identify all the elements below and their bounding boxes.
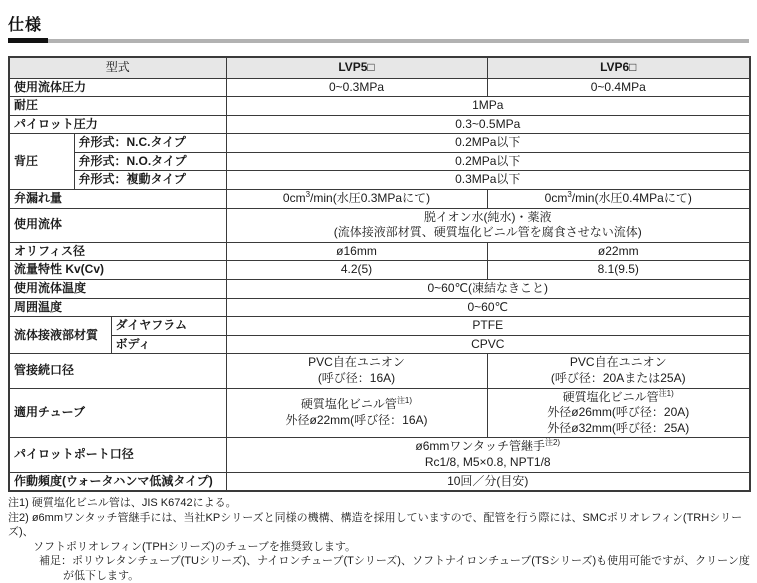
pipe-connection-lvp6-line1: PVC自在ユニオン [569,355,667,370]
page-title: 仕様 [8,17,43,34]
back-pressure-nc-value: 0.2MPa以下 [226,134,750,153]
footnotes [8,496,756,583]
operating-frequency-value: 10回／分(目安) [226,472,750,491]
ambient-temperature-label: 周囲温度 [9,298,226,317]
valve-leakage-lvp5-pre: 0cm [282,191,306,206]
row-operating-frequency [9,472,750,491]
valve-leakage-lvp6-sup: 3 [567,190,572,200]
orifice-lvp5: ø16mm [226,242,487,261]
proof-pressure-label: 耐圧 [9,97,226,116]
row-back-pressure-double [9,171,750,190]
row-pilot-pressure [9,115,750,134]
applicable-tube-lvp6 [487,388,750,438]
row-proof-pressure [9,97,750,116]
fluid-temperature-value: 0~60℃(凍結なきこと) [226,280,750,299]
row-wetted-material-body [9,335,750,354]
footnote-1: 注1) 硬質塩化ビニル管は、JIS K6742による。 [8,497,237,510]
valve-leakage-label: 弁漏れ量 [9,190,226,209]
applicable-tube-lvp6-line1 [492,390,746,406]
operating-fluid-line1: 脱イオン水(純水)・薬液 [423,209,552,224]
row-flow-characteristics [9,261,750,280]
applicable-tube-lvp6-line1-text: 硬質塩化ビニル管 [562,389,659,404]
orifice-label: オリフィス径 [9,242,226,261]
back-pressure-no-value: 0.2MPa以下 [226,152,750,171]
title-rule [8,38,749,44]
header-lvp6-cell: LVP6□ [487,57,750,78]
fluid-pressure-lvp6: 0~0.4MPa [487,78,750,97]
fluid-pressure-label: 使用流体圧力 [9,78,226,97]
title-rule-line [48,39,749,43]
wetted-material-diaphragm-sublabel: ダイヤフラム [111,317,226,336]
applicable-tube-lvp6-line2: 外径ø26mm(呼び径：20A) [547,405,690,420]
applicable-tube-lvp5 [226,388,487,438]
pilot-port-line1-text: ø6mmワンタッチ管継手 [415,439,545,454]
footnote-2-line2: ソフトポリオレフィン(TPHシリーズ)のチューブを推奨致します。 [33,540,357,553]
row-fluid-temperature [9,280,750,299]
valve-leakage-lvp6 [487,190,750,209]
valve-leakage-lvp6-post: /min(水圧0.4MPaにて) [571,191,692,206]
row-pipe-connection [9,354,750,388]
pilot-port-note-ref: 注2) [544,438,561,448]
title-rule-accent [8,38,48,43]
back-pressure-double-sublabel: 弁形式：複動タイプ [74,171,226,190]
row-back-pressure-no [9,152,750,171]
valve-leakage-lvp6-pre: 0cm [544,191,568,206]
applicable-tube-lvp6-line3: 外径ø32mm(呼び径：25A) [547,420,690,435]
pilot-port-line1 [231,439,746,455]
wetted-material-label: 流体接液部材質 [9,317,111,354]
back-pressure-no-sublabel: 弁形式：N.O.タイプ [74,152,226,171]
pilot-port-line2: Rc1/8, M5×0.8, NPT1/8 [424,454,551,469]
spec-table [8,56,751,492]
pipe-connection-lvp6 [487,354,750,388]
orifice-lvp6: ø22mm [487,242,750,261]
flow-characteristics-label: 流量特性 Kv(Cv) [9,261,226,280]
pipe-connection-lvp5 [226,354,487,388]
row-fluid-pressure [9,78,750,97]
applicable-tube-label: 適用チューブ [9,388,226,438]
wetted-material-body-sublabel: ボディ [111,335,226,354]
operating-frequency-label: 作動頻度(ウォータハンマ低減タイプ) [9,472,226,491]
valve-leakage-lvp5-sup: 3 [305,190,311,200]
pipe-connection-lvp5-line2: (呼び径：16A) [317,371,396,385]
row-applicable-tube [9,388,750,438]
wetted-material-diaphragm-value: PTFE [226,317,750,336]
proof-pressure-value: 1MPa [226,97,750,116]
fluid-temperature-label: 使用流体温度 [9,280,226,299]
pipe-connection-lvp5-line1: PVC自在ユニオン [308,355,405,370]
row-pilot-port [9,438,750,472]
applicable-tube-lvp5-line1 [231,397,483,413]
row-orifice [9,242,750,261]
pilot-pressure-label: パイロット圧力 [9,115,226,134]
header-lvp5-cell: LVP5□ [226,57,487,78]
back-pressure-double-value: 0.3MPa以下 [226,171,750,190]
pipe-connection-label: 管接続口径 [9,354,226,388]
footnote-2-line1: 注2) ø6mmワンタッチ管継手には、当社KPシリーズと同様の機構、構造を採用していますので、配管を行う際には、SMCポリオレフィン(TRHシリーズ)、 [8,511,743,539]
back-pressure-nc-sublabel: 弁形式：N.C.タイプ [74,134,226,153]
applicable-tube-lvp5-line1-text: 硬質塩化ビニル管 [300,397,397,412]
operating-fluid-label: 使用流体 [9,208,226,242]
ambient-temperature-value: 0~60℃ [226,298,750,317]
operating-fluid-value [226,208,750,242]
row-operating-fluid [9,208,750,242]
table-header-row [9,57,750,78]
footnote-2-line3: 補足：ポリウレタンチューブ(TUシリーズ)、ナイロンチューブ(Tシリーズ)、ソフトナイロンチューブ(TSシリーズ)も使用可能ですが、クリーン度 [39,555,750,568]
back-pressure-label: 背圧 [9,134,74,190]
fluid-pressure-lvp5: 0~0.3MPa [226,78,487,97]
applicable-tube-lvp6-note-ref: 注1) [658,388,674,398]
row-valve-leakage [9,190,750,209]
header-model-cell: 型式 [9,57,226,78]
applicable-tube-lvp5-line2: 外径ø22mm(呼び径：16A) [285,412,428,427]
footnote-2-line4: が低下します。 [63,569,140,582]
pilot-port-label: パイロットポート口径 [9,438,226,472]
operating-fluid-line2: (流体接液部材質、硬質塩化ビニル管を腐食させない流体) [333,225,642,240]
valve-leakage-lvp5-post: /min(水圧0.3MPaにて) [310,191,431,206]
row-ambient-temperature [9,298,750,317]
row-wetted-material-diaphragm [9,317,750,336]
pipe-connection-lvp6-line2: (呼び径：20Aまたは25A) [550,371,686,385]
wetted-material-body-value: CPVC [226,335,750,354]
flow-characteristics-lvp5: 4.2(5) [226,261,487,280]
pilot-pressure-value: 0.3~0.5MPa [226,115,750,134]
row-back-pressure-nc [9,134,750,153]
valve-leakage-lvp5 [226,190,487,209]
pilot-port-value [226,438,750,472]
flow-characteristics-lvp6: 8.1(9.5) [487,261,750,280]
applicable-tube-lvp5-note-ref: 注1) [396,396,413,406]
